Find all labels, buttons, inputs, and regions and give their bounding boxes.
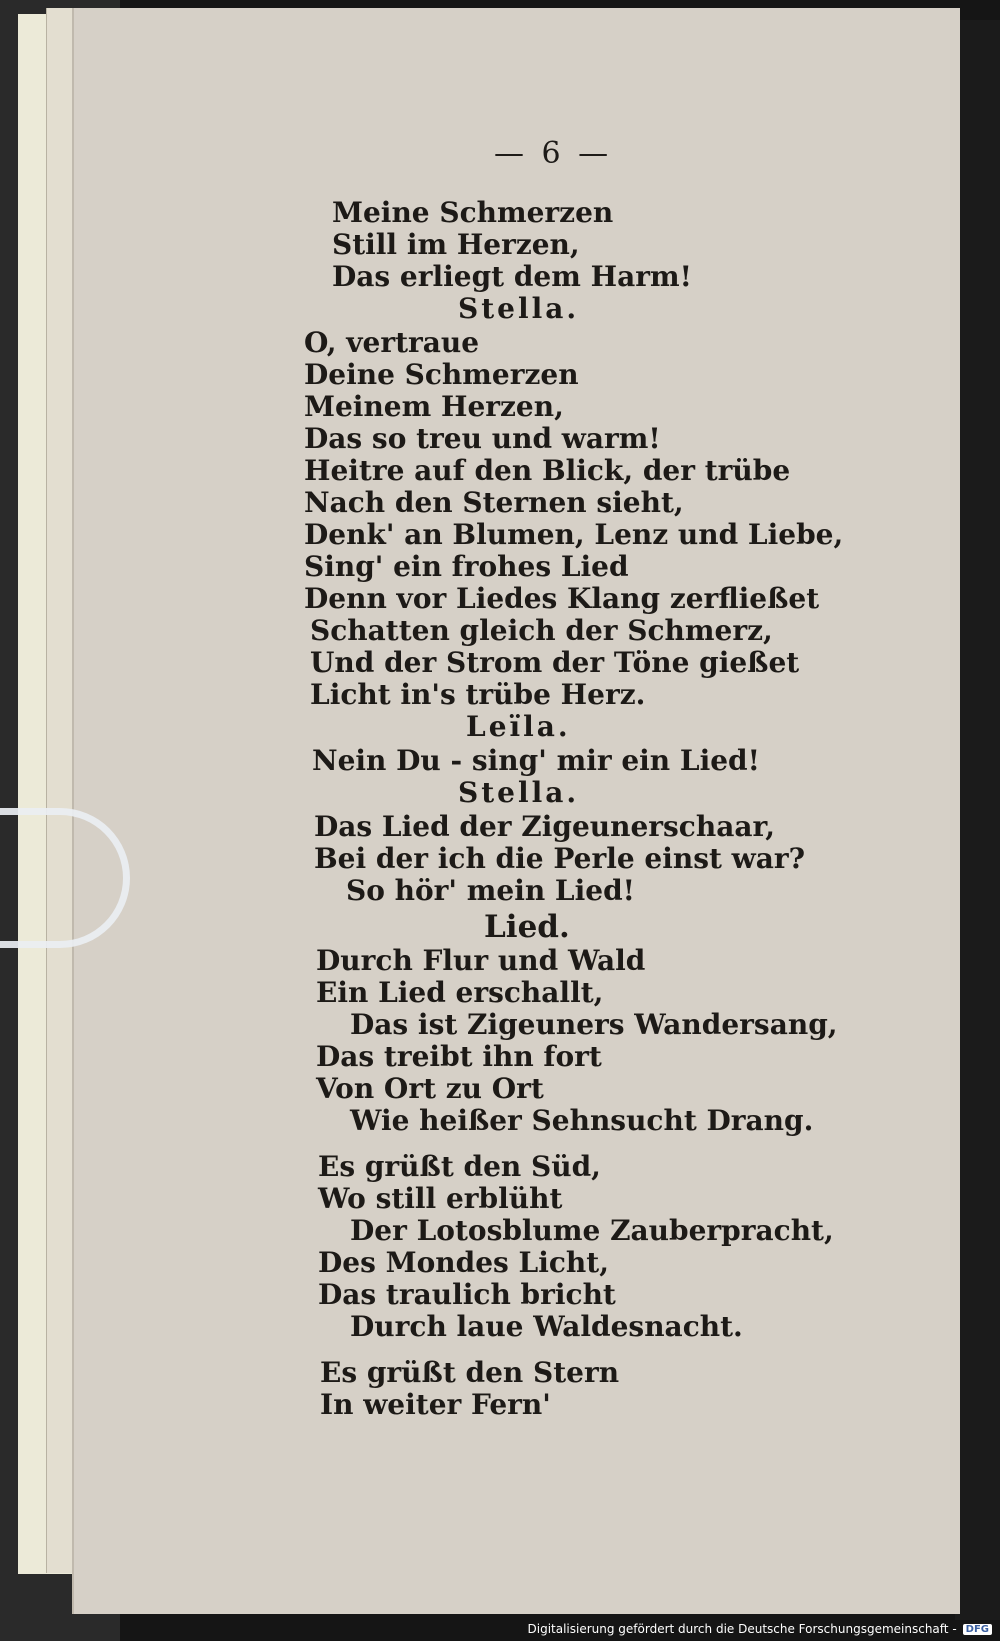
text-line: Nein Du - sing' mir ein Lied! xyxy=(312,744,760,777)
text-line: Heitre auf den Blick, der trübe xyxy=(304,454,791,487)
text-line: So hör' mein Lied! xyxy=(346,874,635,907)
speaker-name: Stella. xyxy=(458,776,580,809)
text-line: Denn vor Liedes Klang zerfließet xyxy=(304,582,820,615)
text-line: Wie heißer Sehnsucht Drang. xyxy=(350,1104,814,1137)
text-line: Meine Schmerzen xyxy=(332,196,614,229)
text-line: Das treibt ihn fort xyxy=(316,1040,602,1073)
digitization-footer xyxy=(528,1619,993,1639)
text-line: Still im Herzen, xyxy=(332,228,580,261)
song-heading: Lied. xyxy=(484,909,570,945)
text-line: Wo still erblüht xyxy=(318,1182,563,1215)
text-line: Durch laue Waldesnacht. xyxy=(350,1310,743,1343)
text-line: Es grüßt den Süd, xyxy=(318,1150,601,1183)
text-line: Und der Strom der Töne gießet xyxy=(310,646,800,679)
text-line: Schatten gleich der Schmerz, xyxy=(310,614,773,647)
text-line: O, vertraue xyxy=(304,326,480,359)
text-line: Das erliegt dem Harm! xyxy=(332,260,692,293)
text-line: Das Lied der Zigeunerschaar, xyxy=(314,810,775,843)
text-line: Bei der ich die Perle einst war? xyxy=(314,842,806,875)
text-line: Der Lotosblume Zauberpracht, xyxy=(350,1214,834,1247)
text-line: Nach den Sternen sieht, xyxy=(304,486,684,519)
text-line: Das so treu und warm! xyxy=(304,422,661,455)
text-line: Licht in's trübe Herz. xyxy=(310,678,646,711)
book-page xyxy=(72,8,960,1614)
text-line: Ein Lied erschallt, xyxy=(316,976,604,1009)
text-line: Des Mondes Licht, xyxy=(318,1246,609,1279)
dfg-logo: DFG xyxy=(963,1624,992,1635)
text-line: Es grüßt den Stern xyxy=(320,1356,620,1389)
text-line: Durch Flur und Wald xyxy=(316,944,646,977)
text-line: Meinem Herzen, xyxy=(304,390,564,423)
speaker-name: Leïla. xyxy=(466,710,571,743)
speaker-name: Stella. xyxy=(458,292,580,325)
text-line: Sing' ein frohes Lied xyxy=(304,550,629,583)
text-line: Das ist Zigeuners Wandersang, xyxy=(350,1008,838,1041)
page-number: — 6 — xyxy=(494,136,613,171)
text-line: Das traulich bricht xyxy=(318,1278,616,1311)
text-line: Deine Schmerzen xyxy=(304,358,579,391)
text-line: In weiter Fern' xyxy=(320,1388,551,1421)
text-line: Von Ort zu Ort xyxy=(316,1072,544,1105)
right-shadow xyxy=(955,20,1000,1620)
text-line: Denk' an Blumen, Lenz und Liebe, xyxy=(304,518,844,551)
footer-text: Digitalisierung gefördert durch die Deutsche Forschungsgemeinschaft - xyxy=(527,1622,957,1636)
